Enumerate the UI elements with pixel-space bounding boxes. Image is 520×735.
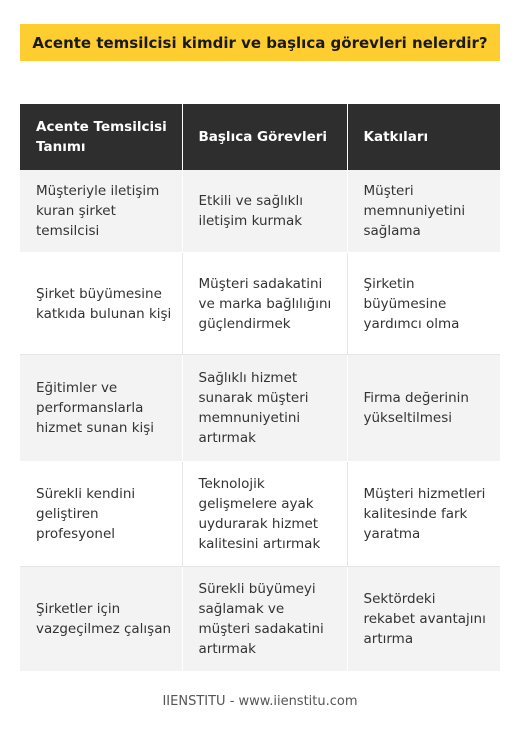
table-header-row	[20, 104, 500, 170]
table-row	[20, 355, 500, 462]
column-header-contributions: Katkıları	[347, 104, 500, 170]
table-cell: Firma değerinin yükseltilmesi	[347, 355, 500, 462]
table-cell: Şirketin büyümesine yardımcı olma	[347, 253, 500, 355]
table-row	[20, 253, 500, 355]
table-cell: Sürekli büyümeyi sağlamak ve müşteri sadakatini artırmak	[182, 567, 347, 672]
footer-credit: IIENSTITU - www.iienstitu.com	[162, 694, 358, 709]
table-cell: Şirket büyümesine katkıda bulunan kişi	[20, 253, 182, 355]
table-row	[20, 567, 500, 672]
table-cell: Sektördeki rekabet avantajını artırma	[347, 567, 500, 672]
table-cell: Müşteri hizmetleri kalitesinde fark yaratma	[347, 462, 500, 567]
table-cell: Şirketler için vazgeçilmez çalışan	[20, 567, 182, 672]
table-cell: Müşteri sadakatini ve marka bağlılığını güçlendirmek	[182, 253, 347, 355]
table-cell: Sürekli kendini geliştiren profesyonel	[20, 462, 182, 567]
table-cell: Müşteri memnuniyetini sağlama	[347, 170, 500, 253]
column-header-definition: Acente Temsilcisi Tanımı	[20, 104, 182, 170]
page-title: Acente temsilcisi kimdir ve başlıca görevleri nelerdir?	[20, 24, 500, 61]
table-row	[20, 170, 500, 253]
table-cell: Etkili ve sağlıklı iletişim kurmak	[182, 170, 347, 253]
table-cell: Müşteriyle iletişim kuran şirket temsilcisi	[20, 170, 182, 253]
table-cell: Teknolojik gelişmelere ayak uydurarak hizmet kalitesini artırmak	[182, 462, 347, 567]
table-row	[20, 462, 500, 567]
table-cell: Sağlıklı hizmet sunarak müşteri memnuniyetini artırmak	[182, 355, 347, 462]
table-cell: Eğitimler ve performanslarla hizmet sunan kişi	[20, 355, 182, 462]
column-header-duties: Başlıca Görevleri	[182, 104, 347, 170]
info-table	[20, 104, 500, 672]
